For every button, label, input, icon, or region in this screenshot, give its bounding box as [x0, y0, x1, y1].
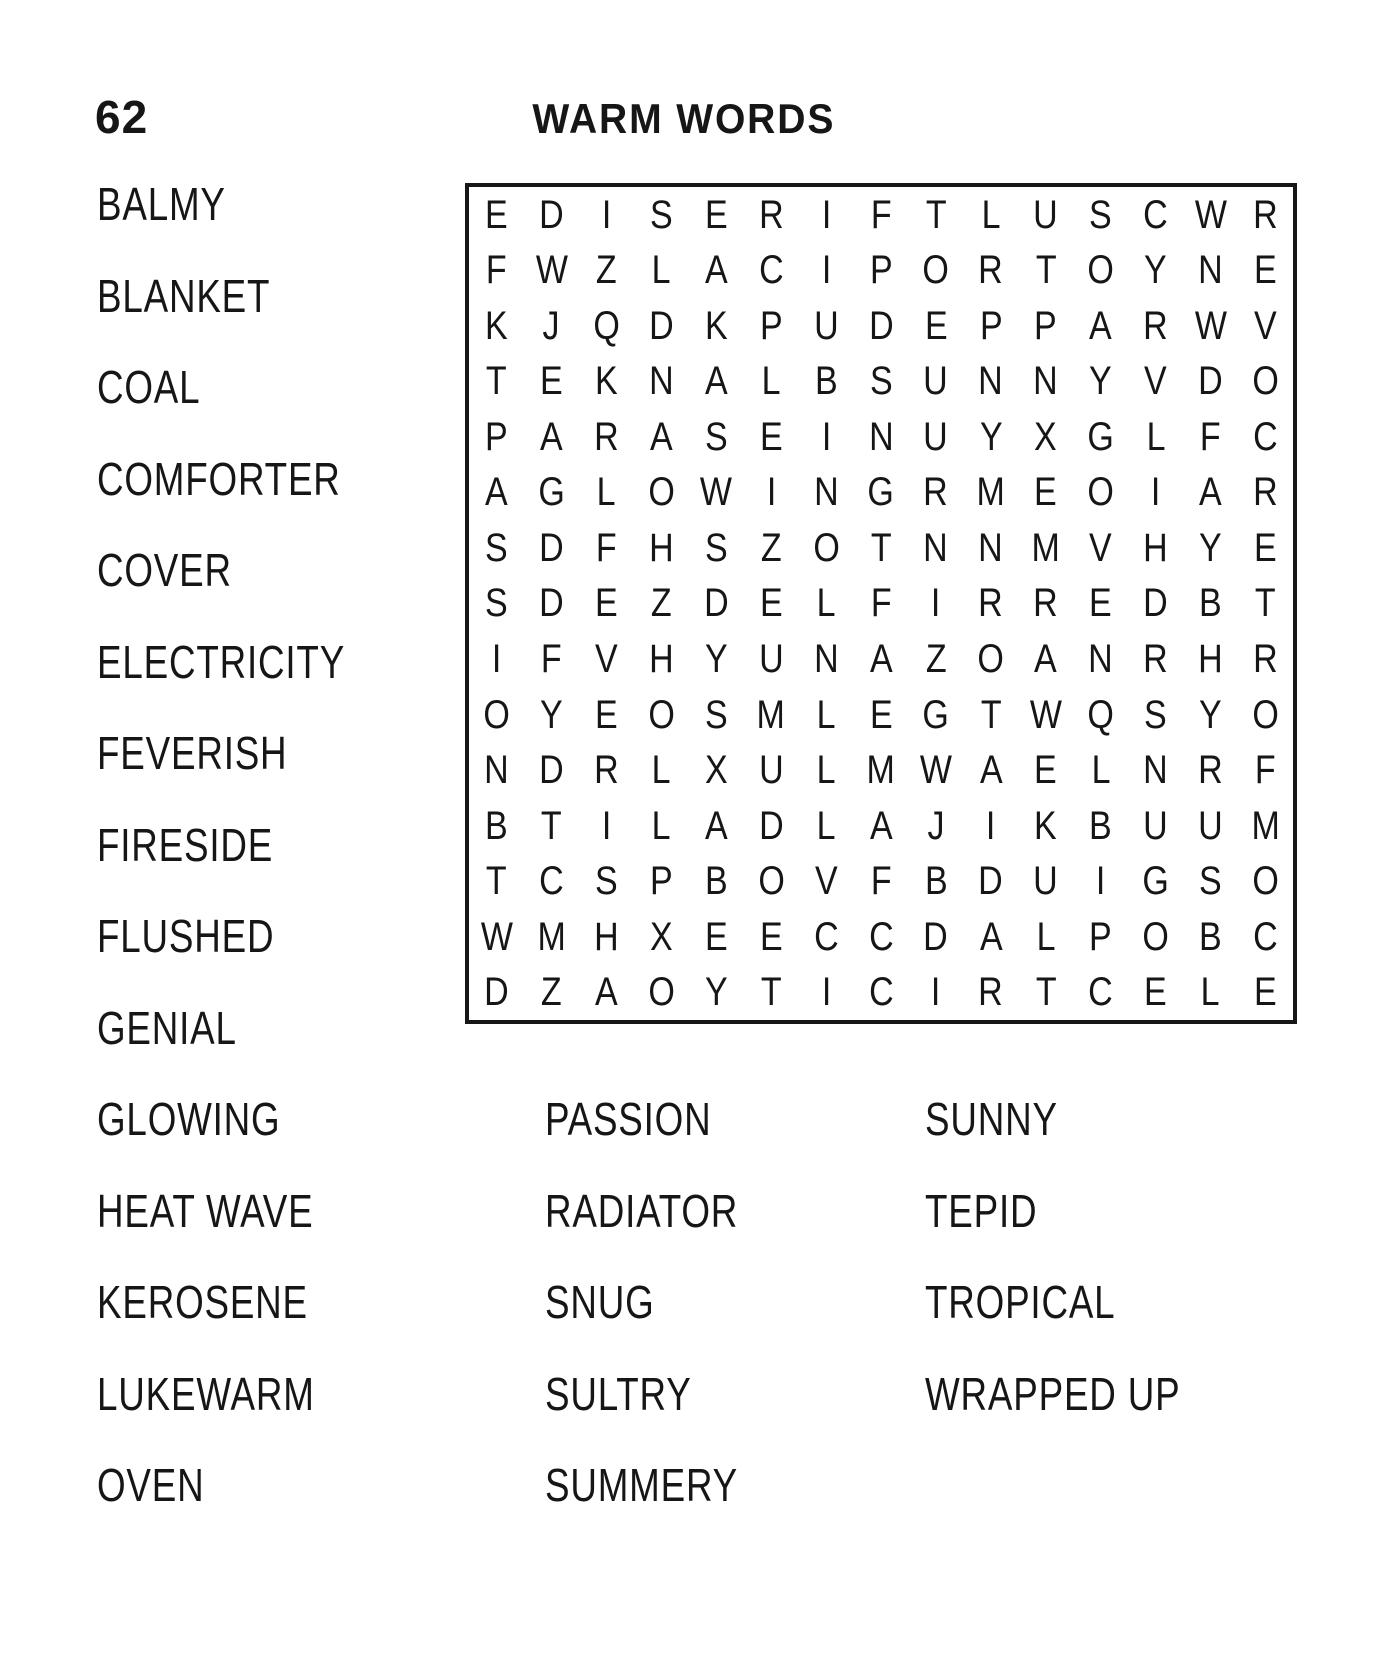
grid-letter: T: [486, 859, 507, 904]
word-list-item: [545, 1276, 682, 1328]
grid-letter: E: [704, 914, 728, 959]
grid-letter: V: [814, 859, 838, 904]
grid-letter: E: [540, 359, 563, 404]
word-list-item: [97, 452, 402, 505]
grid-letter: F: [870, 581, 892, 626]
word-list-item: [545, 1459, 786, 1511]
grid-letter: L: [816, 803, 836, 848]
grid-letter: L: [761, 359, 781, 404]
grid-letter: I: [821, 414, 831, 459]
word-list-item: [545, 1367, 728, 1420]
grid-letter: N: [484, 748, 509, 793]
grid-letter: R: [1198, 748, 1223, 793]
grid-letter: M: [756, 692, 786, 737]
grid-letter: N: [1088, 637, 1114, 682]
grid-letter: S: [649, 192, 673, 237]
grid-letter: O: [648, 470, 675, 515]
word-list-item-label: ELECTRICITY: [97, 635, 346, 688]
grid-letter: G: [922, 692, 950, 737]
grid-letter: A: [979, 748, 1003, 793]
grid-letter: U: [1033, 859, 1059, 904]
grid-letter: Q: [1087, 692, 1114, 737]
grid-letter: T: [980, 692, 1002, 737]
grid-letter: U: [1198, 803, 1223, 848]
word-list-item: [925, 1184, 1065, 1237]
grid-letter: Y: [1144, 248, 1167, 293]
grid-letter: O: [922, 248, 950, 293]
grid-letter: L: [981, 192, 1001, 237]
word-list-item: [545, 1093, 753, 1145]
grid-letter: T: [541, 803, 562, 848]
grid-letter: R: [978, 248, 1004, 293]
grid-letter: H: [594, 914, 619, 959]
grid-letter: R: [594, 414, 619, 459]
word-list-item: [97, 1276, 361, 1328]
grid-letter: R: [594, 748, 619, 793]
word-list-item: [97, 178, 258, 230]
grid-letter: A: [594, 970, 618, 1015]
grid-letter: N: [1143, 748, 1168, 793]
grid-letter: L: [816, 581, 836, 626]
word-list-item-label: OVEN: [97, 1459, 205, 1511]
grid-letter: A: [540, 414, 563, 459]
grid-letter: D: [923, 914, 949, 959]
grid-letter: O: [648, 970, 675, 1015]
grid-letter: C: [758, 248, 784, 293]
grid-letter: B: [1199, 914, 1222, 959]
grid-letter: O: [1252, 359, 1279, 404]
grid-letter: N: [978, 525, 1004, 570]
grid-letter: E: [1254, 248, 1277, 293]
grid-letter: E: [594, 581, 618, 626]
word-list-item-label: SULTRY: [545, 1367, 692, 1420]
word-list-item: [97, 1001, 272, 1054]
grid-letter: E: [1254, 970, 1277, 1015]
grid-letter: S: [1199, 859, 1222, 904]
grid-letter: E: [704, 192, 728, 237]
grid-letter: G: [1087, 414, 1114, 459]
word-list-item: [97, 1093, 326, 1145]
word-list-item-label: BLANKET: [97, 269, 271, 322]
grid-letter: U: [758, 748, 784, 793]
grid-letter: A: [485, 470, 508, 515]
grid-letter: L: [816, 748, 836, 793]
grid-letter: D: [539, 525, 564, 570]
grid-letter: A: [869, 803, 893, 848]
grid-letter: R: [758, 192, 784, 237]
grid-letter: W: [919, 748, 952, 793]
grid-letter: N: [813, 470, 839, 515]
grid-letter: I: [601, 803, 612, 848]
grid-letter: X: [649, 914, 673, 959]
grid-letter: S: [485, 581, 508, 626]
grid-letter: P: [979, 303, 1003, 348]
word-list-item-label: PASSION: [545, 1093, 712, 1145]
grid-letter: S: [869, 359, 893, 404]
grid-letter: C: [1253, 414, 1278, 459]
grid-letter: S: [704, 414, 728, 459]
word-list-item-label: LUKEWARM: [97, 1367, 315, 1420]
word-list-item-label: FLUSHED: [97, 910, 275, 962]
word-list-item: [97, 269, 314, 322]
word-list-item: [925, 1276, 1163, 1328]
grid-letter: G: [1142, 859, 1169, 904]
grid-letter: C: [1143, 192, 1168, 237]
grid-letter: O: [1087, 248, 1114, 293]
grid-letter: P: [649, 859, 673, 904]
grid-letter: O: [757, 859, 785, 904]
word-list-item: [97, 1459, 231, 1511]
letter-grid: [469, 187, 1293, 1020]
grid-letter: R: [1143, 303, 1168, 348]
word-list-item-label: GENIAL: [97, 1001, 237, 1054]
grid-letter: D: [484, 970, 509, 1015]
grid-letter: V: [594, 637, 618, 682]
grid-letter: H: [648, 637, 674, 682]
grid-letter: U: [923, 359, 949, 404]
grid-letter: L: [651, 748, 671, 793]
word-list-item-label: TEPID: [925, 1184, 1038, 1237]
grid-letter: E: [1254, 525, 1277, 570]
word-list-item: [925, 1093, 1091, 1145]
grid-letter: I: [1150, 470, 1161, 515]
grid-letter: O: [1142, 914, 1169, 959]
grid-letter: A: [649, 414, 673, 459]
grid-letter: F: [595, 525, 617, 570]
grid-letter: H: [648, 525, 674, 570]
grid-letter: T: [760, 970, 782, 1015]
grid-letter: Y: [1199, 525, 1222, 570]
grid-letter: T: [870, 525, 892, 570]
grid-letter: M: [976, 470, 1006, 515]
grid-letter: P: [869, 248, 893, 293]
word-list-item: [97, 1184, 368, 1237]
grid-letter: I: [1095, 859, 1106, 904]
grid-letter: N: [1198, 248, 1223, 293]
grid-letter: Z: [925, 637, 947, 682]
word-list-item-label: SNUG: [545, 1276, 655, 1328]
grid-letter: O: [1252, 859, 1279, 904]
word-list-item: [97, 727, 335, 779]
grid-letter: F: [1200, 414, 1221, 459]
grid-letter: S: [594, 859, 618, 904]
puzzle-title: WARM WORDS: [532, 95, 836, 142]
grid-letter: N: [1033, 359, 1059, 404]
word-list-item-label: BALMY: [97, 178, 226, 230]
grid-letter: R: [978, 970, 1004, 1015]
grid-letter: F: [541, 637, 562, 682]
grid-letter: C: [813, 914, 839, 959]
word-list-item-label: KEROSENE: [97, 1276, 308, 1328]
word-list-item: [97, 910, 319, 962]
grid-letter: A: [979, 914, 1003, 959]
grid-letter: L: [651, 248, 671, 293]
grid-letter: D: [1198, 359, 1223, 404]
grid-letter: B: [704, 859, 728, 904]
grid-letter: J: [927, 803, 945, 848]
grid-letter: D: [1143, 581, 1168, 626]
grid-letter: O: [977, 637, 1005, 682]
grid-letter: K: [485, 303, 508, 348]
grid-letter: E: [594, 692, 618, 737]
grid-letter: P: [759, 303, 783, 348]
grid-letter: R: [1253, 470, 1278, 515]
grid-letter: Y: [704, 970, 728, 1015]
grid-letter: I: [821, 970, 831, 1015]
grid-letter: C: [1088, 970, 1114, 1015]
grid-letter: V: [1254, 303, 1277, 348]
grid-letter: F: [1255, 748, 1276, 793]
grid-letter: L: [1091, 748, 1111, 793]
word-list-item-label: FEVERISH: [97, 727, 288, 779]
grid-letter: D: [648, 303, 674, 348]
grid-letter: M: [866, 748, 896, 793]
grid-letter: W: [1029, 692, 1062, 737]
grid-letter: N: [813, 637, 839, 682]
word-list-item-label: SUMMERY: [545, 1459, 739, 1511]
word-list-item-label: SUNNY: [925, 1093, 1058, 1145]
grid-letter: L: [596, 470, 616, 515]
word-list-item-label: COAL: [97, 361, 201, 413]
grid-letter: A: [869, 637, 893, 682]
grid-letter: U: [1143, 803, 1168, 848]
puzzle-title-wrap: [0, 95, 1368, 142]
grid-letter: B: [814, 359, 838, 404]
grid-letter: O: [648, 692, 675, 737]
grid-letter: A: [704, 359, 728, 404]
grid-letter: Z: [760, 525, 782, 570]
grid-letter: K: [704, 303, 728, 348]
grid-letter: Y: [1199, 692, 1222, 737]
grid-letter: O: [483, 692, 510, 737]
grid-letter: O: [1252, 692, 1279, 737]
grid-letter: L: [816, 692, 836, 737]
word-list-item: [97, 361, 226, 413]
grid-letter: X: [1034, 414, 1058, 459]
grid-letter: I: [931, 581, 941, 626]
grid-letter: I: [821, 192, 831, 237]
grid-letter: N: [923, 525, 949, 570]
word-list-item-label: GLOWING: [97, 1093, 281, 1145]
grid-letter: N: [868, 414, 894, 459]
grid-letter: T: [925, 192, 947, 237]
grid-letter: O: [812, 525, 840, 570]
grid-letter: E: [1034, 470, 1058, 515]
grid-letter: I: [491, 637, 502, 682]
grid-letter: M: [537, 914, 566, 959]
grid-letter: R: [978, 581, 1004, 626]
word-list-item-label: WRAPPED UP: [925, 1367, 1181, 1420]
page-number: 62: [95, 91, 149, 143]
grid-letter: U: [813, 303, 839, 348]
grid-letter: P: [485, 414, 508, 459]
word-list-item-label: HEAT WAVE: [97, 1184, 314, 1237]
word-search-grid: [465, 183, 1297, 1024]
grid-letter: W: [1194, 303, 1227, 348]
grid-letter: F: [486, 248, 507, 293]
grid-letter: E: [759, 914, 783, 959]
grid-letter: Y: [704, 637, 728, 682]
grid-letter: C: [539, 859, 564, 904]
grid-letter: E: [759, 581, 783, 626]
grid-letter: I: [601, 192, 612, 237]
word-list-item-label: COVER: [97, 544, 232, 596]
grid-letter: E: [869, 692, 893, 737]
grid-letter: D: [703, 581, 729, 626]
grid-letter: S: [1144, 692, 1167, 737]
grid-letter: W: [700, 470, 733, 515]
grid-letter: R: [1143, 637, 1168, 682]
grid-letter: D: [758, 803, 784, 848]
grid-letter: R: [1253, 637, 1278, 682]
grid-letter: U: [758, 637, 784, 682]
grid-letter: E: [1089, 581, 1113, 626]
grid-letter: D: [539, 748, 564, 793]
grid-letter: Z: [595, 248, 617, 293]
grid-letter: A: [704, 803, 728, 848]
grid-letter: C: [868, 914, 894, 959]
grid-letter: T: [1035, 248, 1057, 293]
grid-letter: J: [542, 303, 560, 348]
grid-letter: I: [766, 470, 776, 515]
grid-letter: W: [535, 248, 568, 293]
word-list-item-label: FIRESIDE: [97, 818, 274, 871]
grid-letter: A: [1199, 470, 1222, 515]
grid-letter: B: [924, 859, 948, 904]
grid-letter: D: [539, 192, 564, 237]
word-list-item: [97, 635, 407, 688]
grid-letter: E: [1144, 970, 1167, 1015]
grid-letter: A: [1089, 303, 1113, 348]
grid-letter: L: [1146, 414, 1166, 459]
grid-letter: M: [1251, 803, 1280, 848]
grid-letter: R: [923, 470, 949, 515]
grid-letter: T: [486, 359, 507, 404]
grid-letter: E: [759, 414, 783, 459]
grid-letter: Z: [541, 970, 562, 1015]
grid-letter: R: [1033, 581, 1059, 626]
grid-letter: V: [1144, 359, 1167, 404]
grid-letter: T: [1035, 970, 1057, 1015]
word-list-item-label: TROPICAL: [925, 1276, 1116, 1328]
grid-letter: Y: [540, 692, 563, 737]
grid-letter: N: [978, 359, 1004, 404]
grid-letter: S: [1089, 192, 1113, 237]
word-list-item-label: COMFORTER: [97, 452, 341, 505]
grid-letter: X: [704, 748, 728, 793]
grid-letter: A: [704, 248, 728, 293]
grid-letter: U: [923, 414, 949, 459]
grid-letter: G: [538, 470, 565, 515]
grid-letter: B: [1089, 803, 1113, 848]
word-list-item: [925, 1367, 1244, 1420]
word-list-item: [97, 1367, 369, 1420]
grid-letter: L: [1201, 970, 1221, 1015]
grid-letter: P: [1034, 303, 1058, 348]
grid-letter: O: [1087, 470, 1114, 515]
grid-letter: D: [539, 581, 564, 626]
grid-letter: I: [821, 248, 831, 293]
grid-letter: A: [1034, 637, 1058, 682]
word-list-item: [97, 818, 317, 871]
grid-letter: M: [1031, 525, 1060, 570]
grid-letter: E: [485, 192, 508, 237]
grid-letter: H: [1143, 525, 1168, 570]
grid-letter: B: [1199, 581, 1222, 626]
grid-letter: L: [1036, 914, 1056, 959]
grid-letter: V: [1089, 525, 1113, 570]
grid-letter: K: [1034, 803, 1058, 848]
grid-letter: T: [1255, 581, 1276, 626]
grid-letter: L: [651, 803, 671, 848]
grid-letter: Y: [1089, 359, 1113, 404]
grid-letter: Y: [979, 414, 1003, 459]
grid-letter: S: [704, 692, 728, 737]
grid-letter: U: [1033, 192, 1059, 237]
grid-letter: S: [704, 525, 728, 570]
word-list-item: [545, 1184, 786, 1237]
grid-letter: F: [870, 192, 892, 237]
grid-letter: W: [1194, 192, 1227, 237]
grid-letter: K: [594, 359, 618, 404]
word-list-item-label: RADIATOR: [545, 1184, 739, 1237]
grid-letter: I: [986, 803, 996, 848]
word-list-item: [97, 544, 266, 596]
grid-letter: G: [867, 470, 895, 515]
grid-letter: B: [485, 803, 508, 848]
grid-letter: N: [648, 359, 674, 404]
grid-letter: P: [1089, 914, 1113, 959]
grid-letter: D: [868, 303, 894, 348]
grid-letter: F: [870, 859, 892, 904]
grid-letter: S: [485, 525, 508, 570]
grid-letter: R: [1253, 192, 1278, 237]
grid-letter: W: [480, 914, 513, 959]
grid-letter: E: [924, 303, 948, 348]
grid-letter: C: [868, 970, 894, 1015]
grid-letter: D: [978, 859, 1004, 904]
grid-letter: Z: [650, 581, 672, 626]
grid-letter: E: [1034, 748, 1058, 793]
grid-letter: C: [1253, 914, 1278, 959]
grid-letter: H: [1198, 637, 1223, 682]
grid-letter: Q: [593, 303, 620, 348]
grid-letter: I: [931, 970, 941, 1015]
